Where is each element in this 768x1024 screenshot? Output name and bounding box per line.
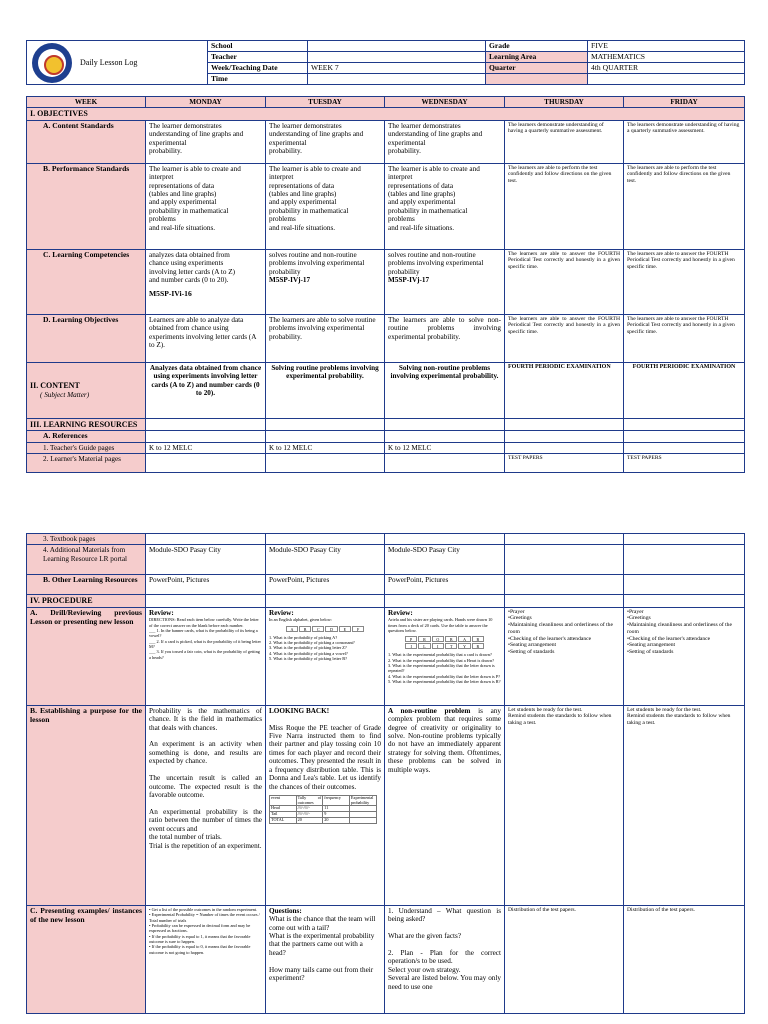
frequency-table <box>269 795 377 824</box>
drill-wed-items: 1. What is the experimental probability that a card is drawn? 2. What is the experimental probability that a Heart is drawn? 3. What is the experimental probability that the letter drawn is repeated? 4. What is the experimental probability that the letter drawn is P? 5. What is the experimental probability that the letter drawn is R? <box>388 652 501 685</box>
drill-tue-items: 1. What is the probability of picking A? 2. What is the probability of picking a consonant? 3. What is the probability of picking letter Z? 4. What is the probability of picking a vowel? 5. What is the probability of picking letter B? <box>269 634 355 661</box>
teacher-label: Teacher <box>208 52 308 63</box>
freq-head-tally: Tally of outcomes <box>297 795 322 805</box>
procedure-heading: IV. PROCEDURE <box>27 595 146 607</box>
drill-tue-review: Review: <box>269 608 294 617</box>
competencies-wed <box>385 249 505 314</box>
other-resources-mon: PowerPoint, Pictures <box>146 575 266 595</box>
content-label-cell <box>27 362 146 418</box>
purpose-tue-title: LOOKING BACK! <box>269 706 330 715</box>
grade-label: Grade <box>486 41 588 52</box>
other-resources-label: B. Other Learning Resources <box>27 575 146 595</box>
content-sublabel: ( Subject Matter) <box>40 390 90 399</box>
other-resources-tue: PowerPoint, Pictures <box>266 575 385 595</box>
week-date-value: WEEK 7 <box>308 63 486 74</box>
additional-materials-tue: Module-SDO Pasay City <box>266 545 385 575</box>
freq-head-event: event <box>270 796 297 806</box>
purpose-label: B. Establishing a purpose for the lesson <box>27 705 146 905</box>
lm-pages-thu: TEST PAPERS <box>505 454 624 473</box>
col-monday: MONDAY <box>146 97 266 108</box>
additional-materials-wed: Module-SDO Pasay City <box>385 545 505 575</box>
school-value <box>308 41 486 52</box>
cards-grid: P R O B A B I L I T Y R <box>405 636 484 649</box>
additional-materials-label: 4. Additional Materials from Learning Resource LR portal <box>27 545 146 575</box>
purpose-mon: Probability is the mathematics of chance. It is the field in mathematics that deals with chances. An experiment is an activity when something is done, and results are expected by chance. The uncertain result is called an outcome. The expected result is the favorable outcome. An experimental probability is the ratio between the number of times the event occurs and the total number of trials. Trial is the repetition of an experiment. <box>146 705 266 905</box>
content-standards-wed: The learner demonstrates understanding of line graphs and experimental probability. <box>385 120 505 163</box>
freq-row-head-tally: ////-////- <box>296 806 323 812</box>
presenting-wed: 1. Understand – What question is being asked? What are the given facts? 2. Plan - Plan for the correct operation/s to be used. Select your own strategy. Several are listed below. You may only need to use one <box>385 905 505 1013</box>
competencies-mon-text: analyzes data obtained from chance using experiments involving letter cards (A to Z) and number cards (0 to 20). <box>149 250 236 285</box>
time-value <box>308 74 486 85</box>
header-table <box>26 40 745 85</box>
freq-row-head-event: Head <box>270 806 297 812</box>
school-label: School <box>208 41 308 52</box>
header-logo-cell <box>27 41 208 85</box>
competencies-mon-code: M5SP-IVi-16 <box>149 289 192 299</box>
area-label: Learning Area <box>486 52 588 63</box>
col-tuesday: TUESDAY <box>266 97 385 108</box>
freq-row-tail-tally: ////-////- <box>296 812 323 818</box>
drill-mon-review: Review: <box>149 608 174 617</box>
purpose-wed <box>385 705 505 905</box>
blank-label <box>486 74 588 85</box>
resources-heading: III. LEARNING RESOURCES <box>27 418 146 430</box>
learning-objectives-wed: The learners are able to solve non-routine problems involving experimental probability. <box>385 314 505 362</box>
quarter-value: 4th QUARTER <box>588 63 745 74</box>
content-fri: FOURTH PERIODIC EXAMINATION <box>624 362 745 418</box>
competencies-fri: The learners are able to answer the FOURTH Periodical Test correctly and honestly in a given specific time. <box>624 249 745 314</box>
additional-materials-mon: Module-SDO Pasay City <box>146 545 266 575</box>
purpose-wed-text: is any complex problem that requires some degree of creativity or originality to solve. Non-routine problems typically do not have an immediately apparent strategy for solving them. Oftentimes, these problems can be solved in multiple ways. <box>388 706 501 774</box>
content-standards-mon: The learner demonstrates understanding of line graphs and experimental probability. <box>146 120 266 163</box>
freq-head-frequency: frequency <box>323 796 350 806</box>
purpose-fri: Let students be ready for the test. Remind students the standards to follow when taking a test. <box>624 705 745 905</box>
content-standards-thu: The learners demonstrate understanding of having a quarterly summative assessment. <box>505 120 624 163</box>
purpose-wed-bold: A non-routine problem <box>388 706 471 715</box>
competencies-label: C. Learning Competencies <box>27 249 146 314</box>
textbook-pages-label: 3. Textbook pages <box>27 534 146 545</box>
tg-pages-tue: K to 12 MELC <box>266 443 385 454</box>
drill-thu: •Prayer •Greetings •Maintaining cleanliness and orderliness of the room •Checking of the learner's attendance •Seating arrangement •Setting of standards <box>505 607 624 705</box>
alphabet-grid: A B C D E F <box>286 626 364 632</box>
grade-value: FIVE <box>588 41 745 52</box>
content-mon: Analyzes data obtained from chance using experiments involving letter cards (A to Z) and number cards (0 to 20). <box>146 362 266 418</box>
performance-standards-label: B. Performance Standards <box>27 163 146 249</box>
drill-tue-intro: In an English alphabet, given below: <box>269 617 333 623</box>
col-friday: FRIDAY <box>624 97 745 108</box>
performance-standards-wed: The learner is able to create and interpret representations of data (tables and line graphs) and apply experimental probability in mathematical problems and real-life situations. <box>385 163 505 249</box>
col-wednesday: WEDNESDAY <box>385 97 505 108</box>
presenting-tue-title: Questions: <box>269 906 302 915</box>
drill-tue <box>266 607 385 705</box>
drill-wed-intro: Ariela and his sister are playing cards. Hands were drawn 10 times from a deck of 20 cards. Use the table to answer the questions below. <box>388 617 493 633</box>
performance-standards-mon: The learner is able to create and interpret representations of data (tables and line graphs) and apply experimental probability in mathematical problems and real-life situations. <box>146 163 266 249</box>
presenting-label: C. Presenting examples/ instances of the new lesson <box>27 905 146 1013</box>
presenting-tue-text: What is the chance that the team will come out with a tail? What is the experimental probability that the partners came out with a head? How many tails came out from their experiment? <box>269 915 376 983</box>
freq-row-total-prob <box>349 818 376 824</box>
lesson-table-page-2 <box>26 533 745 1014</box>
content-wed: Solving non-routine problems involving experimental probability. <box>385 362 505 418</box>
content-standards-label: A. Content Standards <box>27 120 146 163</box>
area-value: MATHEMATICS <box>588 52 745 63</box>
competencies-tue <box>266 249 385 314</box>
freq-row-total-freq: 20 <box>323 818 350 824</box>
freq-row-tail-freq: 9 <box>323 812 350 818</box>
learning-objectives-tue: The learners are able to solve routine problems involving experimental probability. <box>266 314 385 362</box>
quarter-label: Quarter <box>486 63 588 74</box>
presenting-thu: Distribution of the test papers. <box>505 905 624 1013</box>
freq-row-total-tally: 20 <box>296 818 323 824</box>
learning-objectives-label: D. Learning Objectives <box>27 314 146 362</box>
lm-pages-fri: TEST PAPERS <box>624 454 745 473</box>
learning-objectives-mon: Learners are able to analyze data obtained from chance using experiments involving letter cards (A to Z). <box>146 314 266 362</box>
competencies-thu: The learners are able to answer the FOURTH Periodical Test correctly and honestly in a given specific time. <box>505 249 624 314</box>
tg-pages-label: 1. Teacher's Guide pages <box>27 443 146 454</box>
purpose-tue <box>266 705 385 905</box>
presenting-fri: Distribution of the test papers. <box>624 905 745 1013</box>
performance-standards-fri: The learners are able to perform the test confidently and follow directions on the given test. <box>624 163 745 249</box>
drill-label: A. Drill/Reviewing previous Lesson or presenting new lesson <box>27 607 146 705</box>
lesson-table-page-1 <box>26 96 745 473</box>
freq-head-probability: Experimental probability <box>349 796 376 806</box>
content-standards-tue: The learner demonstrates understanding of line graphs and experimental probability. <box>266 120 385 163</box>
purpose-tue-text: Miss Roque the PE teacher of Grade Five Narra instructed them to find their partner and play tossing coin 10 times for each player and record their outcomes. They presented the result in a frequency distribution table. This is Donna and Lea's table. Let us identify the chances of their outcomes. <box>269 723 381 791</box>
drill-mon-worksheet: DIRECTIONS: Read each item below carefully. Write the letter of the correct answer on the blank before each number. ___ 1. In the banner cards, what is the probability of its being a vowel? ___ 2. If a card is picked, what is the probability of it being letter M? ___ 3. If you tossed a fair coin, what is the probability of getting a heads? <box>149 617 261 660</box>
freq-row-head-freq: 11 <box>323 806 350 812</box>
drill-wed <box>385 607 505 705</box>
purpose-thu: Let students be ready for the test. Remind students the standards to follow when taking a test. <box>505 705 624 905</box>
other-resources-wed: PowerPoint, Pictures <box>385 575 505 595</box>
tg-pages-mon: K to 12 MELC <box>146 443 266 454</box>
drill-mon <box>146 607 266 705</box>
freq-row-tail-event: Tail <box>270 812 297 818</box>
competencies-wed-text: solves routine and non-routine problems involving experimental probability <box>388 250 484 276</box>
objectives-heading: I. OBJECTIVES <box>27 108 745 120</box>
competencies-wed-code: M5SP-IVj-17 <box>388 276 430 285</box>
drill-wed-review: Review: <box>388 608 413 617</box>
blank-value <box>588 74 745 85</box>
content-thu: FOURTH PERIODIC EXAMINATION <box>505 362 624 418</box>
drill-fri: •Prayer •Greetings •Maintaining cleanliness and orderliness of the room •Checking of the learner's attendance •Seating arrangement •Setting of standards <box>624 607 745 705</box>
freq-row-total-event: TOTAL <box>270 818 297 824</box>
time-label: Time <box>208 74 308 85</box>
references-label: A. References <box>27 431 146 443</box>
content-tue: Solving routine problems involving experimental probability. <box>266 362 385 418</box>
performance-standards-tue: The learner is able to create and interpret representations of data (tables and line graphs) and apply experimental probability in mathematical problems and real-life situations. <box>266 163 385 249</box>
tg-pages-wed: K to 12 MELC <box>385 443 505 454</box>
competencies-mon <box>146 249 266 314</box>
teacher-value <box>308 52 486 63</box>
content-label: II. CONTENT <box>30 381 80 391</box>
competencies-tue-code: M5SP-IVj-17 <box>269 276 311 285</box>
lm-pages-label: 2. Learner's Material pages <box>27 454 146 473</box>
col-thursday: THURSDAY <box>505 97 624 108</box>
presenting-tue <box>266 905 385 1013</box>
performance-standards-thu: The learners are able to perform the test confidently and follow directions on the given test. <box>505 163 624 249</box>
learning-objectives-fri: The learners are able to answer the FOURTH Periodical Test correctly and honestly in a given specific time. <box>624 314 745 362</box>
col-week: WEEK <box>27 97 146 108</box>
competencies-tue-text: solves routine and non-routine problems involving experimental probability <box>269 250 365 276</box>
deped-seal-icon <box>32 43 72 83</box>
header-title: Daily Lesson Log <box>80 57 138 67</box>
week-date-label: Week/Teaching Date <box>208 63 308 74</box>
content-standards-fri: The learners demonstrate understanding of having a quarterly summative assessment. <box>624 120 745 163</box>
presenting-mon: • Get a list of the possible outcomes in the random experiment. • Experimental Probability = Number of times the event occurs / Total number of trials • Probability can be expressed in decimal form and may be expressed as fractions. • If the probability is equal to 1, it means that the favorable outcome is sure to happen. • If the probability is equal to 0, it means that the favorable outcome is not going to happen. <box>146 905 266 1013</box>
learning-objectives-thu: The learners are able to answer the FOURTH Periodical Test correctly and honestly in a given specific time. <box>505 314 624 362</box>
